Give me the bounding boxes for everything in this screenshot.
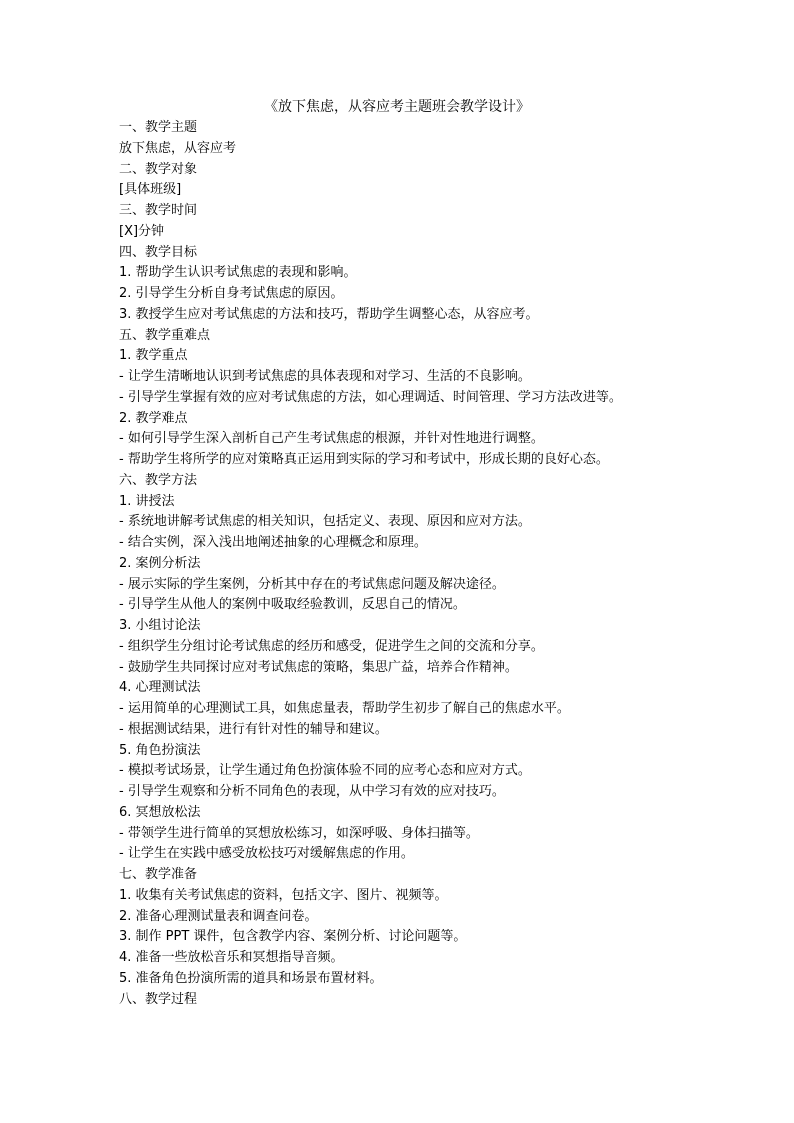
section-heading: 一、教学主题 <box>119 120 198 135</box>
bullet-item: - 如何引导学生深入剖析自己产生考试焦虑的根源，并针对性地进行调整。 <box>119 431 544 447</box>
bullet-item: - 引导学生从他人的案例中吸取经验教训，反思自己的情况。 <box>119 597 466 613</box>
bullet-item: - 带领学生进行简单的冥想放松练习，如深呼吸、身体扫描等。 <box>119 825 479 841</box>
numbered-item: 4. 准备一些放松音乐和冥想指导音频。 <box>119 950 344 965</box>
numbered-item: 2. 案例分析法 <box>119 555 201 571</box>
bullet-item: - 组织学生分组讨论考试焦虑的经历和感受，促进学生之间的交流和分享。 <box>119 638 544 654</box>
bullet-item: - 运用简单的心理测试工具，如焦虑量表，帮助学生初步了解自己的焦虑水平。 <box>119 701 570 716</box>
numbered-item: 3. 制作 PPT 课件，包含教学内容、案例分析、讨论问题等。 <box>119 929 467 945</box>
bullet-item: - 鼓励学生共同探讨应对考试焦虑的策略，集思广益，培养合作精神。 <box>119 659 518 675</box>
section-heading: 五、教学重难点 <box>119 327 211 343</box>
body-text: [具体班级] <box>119 182 182 198</box>
bullet-item: - 让学生清晰地认识到考试焦虑的具体表现和对学习、生活的不良影响。 <box>119 369 531 384</box>
numbered-item: 1. 帮助学生认识考试焦虑的表现和影响。 <box>119 265 357 281</box>
bullet-item: - 帮助学生将所学的应对策略真正运用到实际的学习和考试中，形成长期的良好心态。 <box>119 452 609 467</box>
section-heading: 三、教学时间 <box>119 203 198 218</box>
numbered-item: 1. 教学重点 <box>119 348 188 364</box>
section-heading: 四、教学目标 <box>119 244 198 260</box>
body-text: [X]分钟 <box>119 223 165 239</box>
bullet-item: - 让学生在实践中感受放松技巧对缓解焦虑的作用。 <box>119 846 414 862</box>
numbered-item: 5. 角色扮演法 <box>119 742 201 758</box>
numbered-item: 6. 冥想放松法 <box>119 804 201 820</box>
numbered-item: 2. 引导学生分析自身考试焦虑的原因。 <box>119 286 344 301</box>
section-heading: 八、教学过程 <box>119 991 198 1007</box>
bullet-item: - 引导学生观察和分析不同角色的表现，从中学习有效的应对技巧。 <box>119 784 505 799</box>
numbered-item: 1. 讲授法 <box>119 493 175 509</box>
bullet-item: - 根据测试结果，进行有针对性的辅导和建议。 <box>119 721 388 737</box>
numbered-item: 1. 收集有关考试焦虑的资料，包括文字、图片、视频等。 <box>119 887 448 903</box>
section-heading: 六、教学方法 <box>119 472 198 488</box>
document-title: 《放下焦虑，从容应考主题班会教学设计》 <box>264 99 530 115</box>
numbered-item: 3. 教授学生应对考试焦虑的方法和技巧，帮助学生调整心态，从容应考。 <box>119 306 539 322</box>
section-heading: 二、教学对象 <box>119 161 198 177</box>
numbered-item: 3. 小组讨论法 <box>119 618 201 633</box>
bullet-item: - 模拟考试场景，让学生通过角色扮演体验不同的应考心态和应对方式。 <box>119 763 531 779</box>
numbered-item: 2. 教学难点 <box>119 410 188 426</box>
numbered-item: 5. 准备角色扮演所需的道具和场景布置材料。 <box>119 970 383 986</box>
document-body <box>119 118 719 1010</box>
section-heading: 七、教学准备 <box>119 867 198 882</box>
bullet-item: - 结合实例，深入浅出地阐述抽象的心理概念和原理。 <box>119 535 427 550</box>
bullet-item: - 展示实际的学生案例，分析其中存在的考试焦虑问题及解决途径。 <box>119 576 505 592</box>
numbered-item: 4. 心理测试法 <box>119 680 201 696</box>
numbered-item: 2. 准备心理测试量表和调查问卷。 <box>119 908 318 924</box>
bullet-item: - 系统地讲解考试焦虑的相关知识，包括定义、表现、原因和应对方法。 <box>119 514 531 530</box>
body-text: 放下焦虑，从容应考 <box>119 140 237 156</box>
bullet-item: - 引导学生掌握有效的应对考试焦虑的方法，如心理调适、时间管理、学习方法改进等。 <box>119 389 622 405</box>
